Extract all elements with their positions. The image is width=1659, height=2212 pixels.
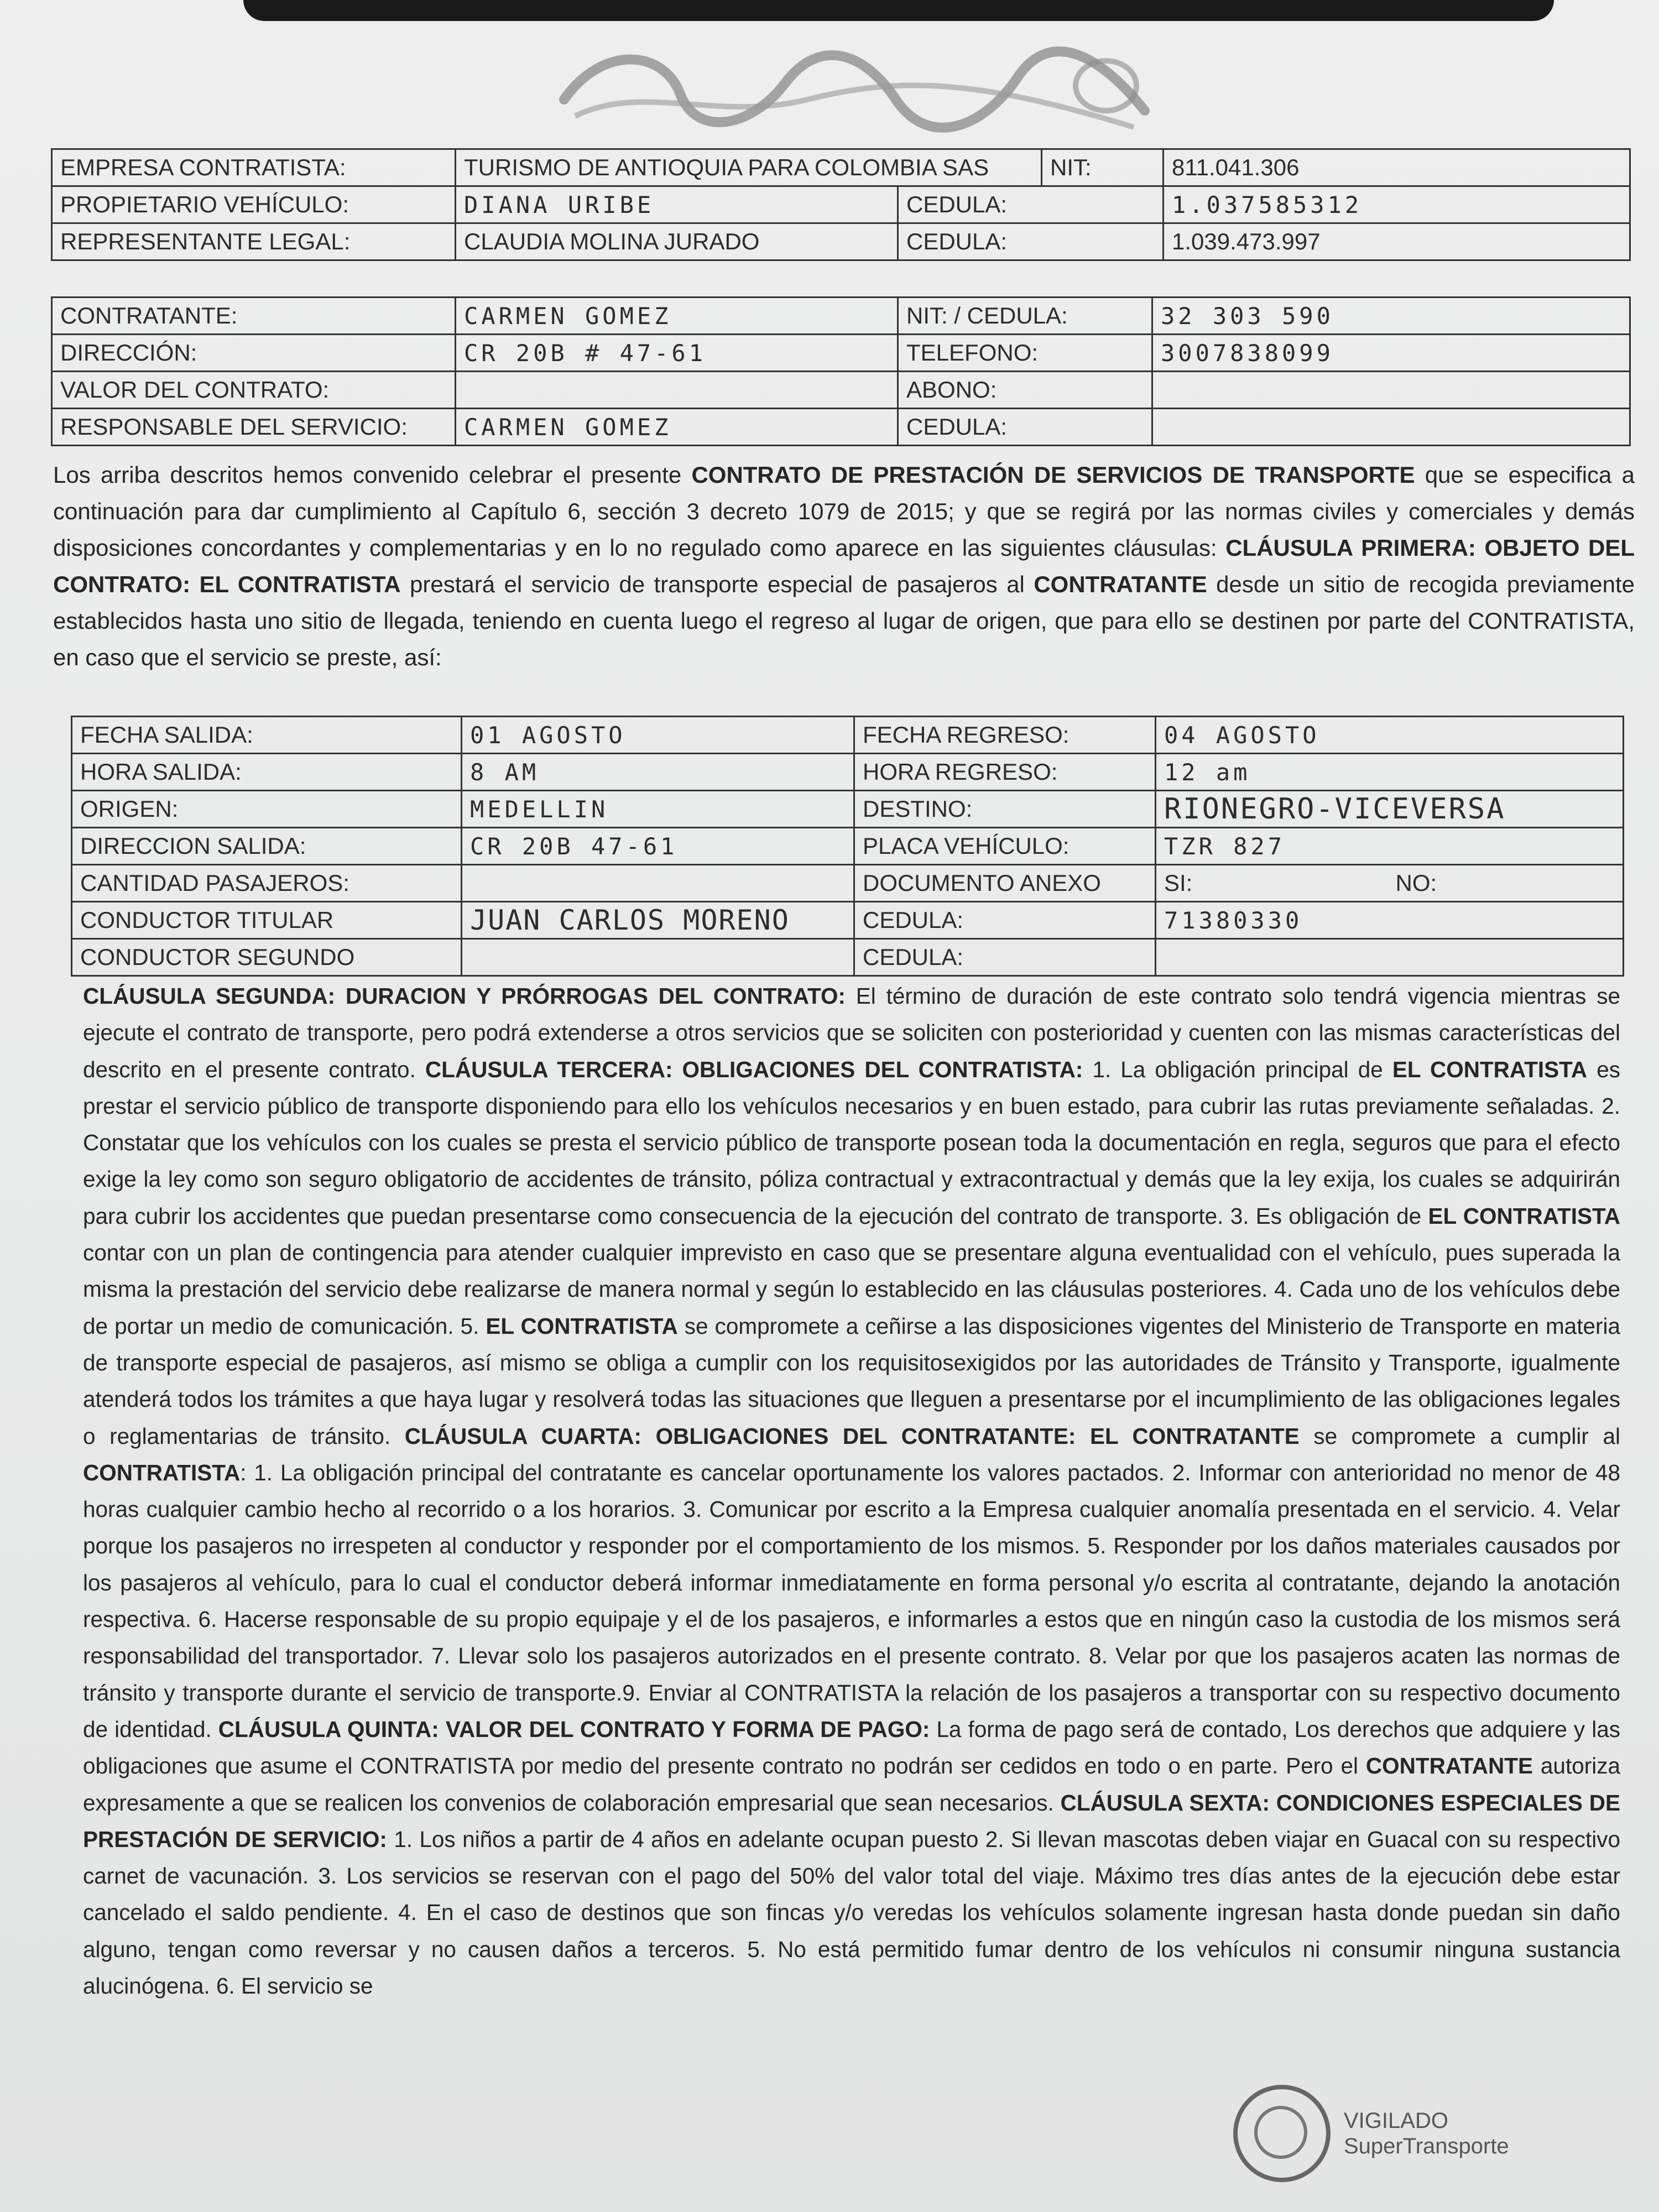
clausula-primera-text: prestará el servicio de transporte especial de pasajeros al <box>400 571 1034 597</box>
contratante-bold: CONTRATANTE <box>1034 571 1207 597</box>
clausula-sexta-heading: CLÁUSULA SEXTA: CONDICIONES ESPECIALES DE PRESTACIÓN DE SERVICIO: <box>83 1790 1620 1852</box>
clausula-tercera-text-3: contar con un plan de contingencia para atender cualquier imprevisto en caso que se presentare alguna eventualidad con el vehículo, pues superada la misma la prestación del servicio debe realizarse de manera normal y según lo establecido en las cláusulas posteriores. 4. Cada uno de los vehículos debe de portar un medio de comunicación. 5. <box>83 1240 1620 1339</box>
propietario-value: DIANA URIBE <box>456 186 898 223</box>
cedula-value-2: 1.039.473.997 <box>1164 223 1630 260</box>
origen-value: MEDELLIN <box>462 791 854 828</box>
clausula-primera-text-2: desde un sitio de recogida previamente establecidos hasta uno sitio de llegada, teniendo en cuenta luego el regreso al lugar de origen, que para ello se destinen por parte del CONTRATISTA, en caso que el servicio se preste, así: <box>53 571 1635 670</box>
documento-anexo-label: DOCUMENTO ANEXO <box>854 865 1156 902</box>
trip-details-table <box>71 716 1624 977</box>
fecha-salida-value: 01 AGOSTO <box>462 717 854 754</box>
placa-label: PLACA VEHÍCULO: <box>854 828 1156 865</box>
cantidad-label: CANTIDAD PASAJEROS: <box>72 865 462 902</box>
vigilado-seal <box>1233 2085 1509 2182</box>
cantidad-value <box>462 865 854 902</box>
representante-label: REPRESENTANTE LEGAL: <box>52 223 456 260</box>
no-label: NO: <box>1388 865 1624 902</box>
intro-text-rest: que se especifica a continuación para dar cumplimiento al Capítulo 6, sección 3 decreto 1079 de 2015; y que se regirá por las normas civiles y comerciales y demás disposiciones concordantes y complementarias y en lo no regulado como aparece en las siguientes cláusulas: <box>53 462 1635 561</box>
vigilado-line-2: SuperTransporte <box>1344 2134 1509 2158</box>
clausula-tercera-text-1: 1. La obligación principal de <box>1083 1056 1392 1082</box>
contratante-table <box>51 296 1631 446</box>
clausula-segunda-text: El término de duración de este contrato solo tendrá vigencia mientras se ejecute el contrato de transporte, pero podrá extenderse a otros servicios que se soliciten con posterioridad y cuenten con las mismas características del descrito en el presente contrato. <box>83 983 1620 1082</box>
vigilado-line-1: VIGILADO <box>1344 2109 1448 2133</box>
clausula-tercera-text-4: se compromete a ceñirse a las disposiciones vigentes del Ministerio de Transporte en materia de transporte especial de pasajeros, así mismo se obliga a cumplir con los requisitosexigidos por las autoridades de Tránsito y Transporte, igualmente atenderá todos los trámites a que haya lugar y resolverá todas las situaciones que lleguen a presentarse por el incumplimiento de las obligaciones legales o reglamentarias de tránsito. <box>83 1313 1620 1449</box>
direccion-value: CR 20B # 47-61 <box>456 335 898 372</box>
clausula-cuarta-text-1: se compromete a cumplir al <box>1299 1423 1621 1449</box>
clausula-primera-heading: CLÁUSULA PRIMERA: OBJETO DEL CONTRATO: EL CONTRATISTA <box>53 535 1635 597</box>
contratista-bold-2: EL CONTRATISTA <box>1428 1203 1620 1229</box>
clausula-quinta-heading: CLÁUSULA QUINTA: VALOR DEL CONTRATO Y FORMA DE PAGO: <box>218 1716 930 1742</box>
responsable-value: CARMEN GOMEZ <box>456 409 898 446</box>
contratista-bold-4: CONTRATISTA <box>83 1459 241 1485</box>
telefono-label: TELEFONO: <box>898 335 1152 372</box>
telefono-value: 3007838099 <box>1152 335 1630 372</box>
fecha-salida-label: FECHA SALIDA: <box>72 717 462 754</box>
origen-label: ORIGEN: <box>72 791 462 828</box>
empresa-label: EMPRESA CONTRATISTA: <box>52 149 456 186</box>
contratista-bold-1: EL CONTRATISTA <box>1392 1056 1588 1082</box>
conductor-cedula-label-1: CEDULA: <box>854 902 1156 939</box>
responsable-cedula-value <box>1152 409 1630 446</box>
clausula-quinta-text-1: La forma de pago será de contado, Los derechos que adquiere y las obligaciones que asume el CONTRATISTA por medio del presente contrato no podrán ser cedidos en todo o en parte. Pero el <box>83 1716 1620 1779</box>
contract-title: CONTRATO DE PRESTACIÓN DE SERVICIOS DE TRANSPORTE <box>691 462 1415 488</box>
nit-value: 811.041.306 <box>1164 149 1630 186</box>
clausula-cuarta-heading: CLÁUSULA CUARTA: OBLIGACIONES DEL CONTRATANTE: EL CONTRATANTE <box>404 1423 1300 1449</box>
clauses-paragraph <box>83 978 1620 2004</box>
conductor-segundo-label: CONDUCTOR SEGUNDO <box>72 939 462 976</box>
vigilado-text <box>1344 2108 1509 2159</box>
clausula-segunda-heading: CLÁUSULA SEGUNDA: DURACION Y PRÓRROGAS DEL CONTRATO: <box>83 983 846 1009</box>
direccion-salida-label: DIRECCION SALIDA: <box>72 828 462 865</box>
conductor-cedula-value-1: 71380330 <box>1156 902 1624 939</box>
cedula-label-1: CEDULA: <box>898 186 1164 223</box>
contratante-label: CONTRATANTE: <box>52 298 456 335</box>
responsable-label: RESPONSABLE DEL SERVICIO: <box>52 409 456 446</box>
nit-label: NIT: <box>1042 149 1164 186</box>
conductor-segundo-value <box>462 939 854 976</box>
top-edge-shadow <box>243 0 1554 21</box>
direccion-salida-value: CR 20B 47-61 <box>462 828 854 865</box>
clausula-cuarta-text-2: : 1. La obligación principal del contratante es cancelar oportunamente los valores pactados. 2. Informar con anterioridad no menor de 48 horas cualquier cambio hecho al recorrido o a los horarios. 3. Comunicar por escrito a la Empresa cualquier anomalía presentada en el servicio. 4. Velar porque los pasajeros no irrespeten al conductor y responder por el comportamiento de los mismos. 5. Responder por los daños materiales causados por los pasajeros al vehículo, para lo cual el conductor deberá informar inmediatamente en forma personal y/o escrita al contratante, dejando la anotación respectiva. 6. Hacerse responsable de su propio equipaje y el de los pasajeros, e informarles a estos que en ningún caso la custodia de los mismos será responsabilidad del transportador. 7. Llevar solo los pasajeros autorizados en el presente contrato. 8. Velar por que los pasajeros acaten las normas de tránsito y transporte durante el servicio de transporte.9. Enviar al CONTRATISTA la relación de los pasajeros a transportar con su respectivo documento de identidad. <box>83 1459 1620 1742</box>
nit-cedula-label: NIT: / CEDULA: <box>898 298 1152 335</box>
empresa-value: TURISMO DE ANTIOQUIA PARA COLOMBIA SAS <box>456 149 1042 186</box>
contratista-bold-3: EL CONTRATISTA <box>486 1313 678 1339</box>
direccion-label: DIRECCIÓN: <box>52 335 456 372</box>
destino-label: DESTINO: <box>854 791 1156 828</box>
conductor-cedula-label-2: CEDULA: <box>854 939 1156 976</box>
abono-value <box>1152 372 1630 409</box>
cedula-value-1: 1.037585312 <box>1164 186 1630 223</box>
supertransporte-seal-icon <box>1233 2085 1331 2182</box>
hora-regreso-label: HORA REGRESO: <box>854 754 1156 791</box>
clausula-tercera-text-2: es prestar el servicio público de transporte disponiendo para ello los vehículos necesarios y en buen estado, para cubrir las rutas previamente señaladas. 2. Constatar que los vehículos con los cuales se presta el servicio público de transporte posean toda la documentación en regla, seguros que para el efecto exige la ley como son seguro obligatorio de accidentes de tránsito, póliza contractual y extracontractual y demás que la ley exija, los cuales se adquirirán para cubrir los accidentes que puedan presentarse como consecuencia de la ejecución del contrato de transporte. 3. Es obligación de <box>83 1056 1620 1229</box>
hora-salida-label: HORA SALIDA: <box>72 754 462 791</box>
valor-value <box>456 372 898 409</box>
conductor-titular-label: CONDUCTOR TITULAR <box>72 902 462 939</box>
conductor-cedula-value-2 <box>1156 939 1624 976</box>
company-logo-stamp <box>553 33 1156 144</box>
contratante-value: CARMEN GOMEZ <box>456 298 898 335</box>
hora-salida-value: 8 AM <box>462 754 854 791</box>
placa-value: TZR 827 <box>1156 828 1624 865</box>
valor-label: VALOR DEL CONTRATO: <box>52 372 456 409</box>
cedula-label-2: CEDULA: <box>898 223 1164 260</box>
si-label: SI: <box>1156 865 1388 902</box>
fecha-regreso-value: 04 AGOSTO <box>1156 717 1624 754</box>
conductor-titular-value: JUAN CARLOS MORENO <box>462 902 854 939</box>
destino-value: RIONEGRO-VICEVERSA <box>1156 791 1624 828</box>
intro-paragraph <box>53 457 1635 676</box>
nit-cedula-value: 32 303 590 <box>1152 298 1630 335</box>
representante-value: CLAUDIA MOLINA JURADO <box>456 223 898 260</box>
responsable-cedula-label: CEDULA: <box>898 409 1152 446</box>
clausula-tercera-heading: CLÁUSULA TERCERA: OBLIGACIONES DEL CONTRATISTA: <box>425 1056 1083 1082</box>
fecha-regreso-label: FECHA REGRESO: <box>854 717 1156 754</box>
contratante-bold-2: CONTRATANTE <box>1365 1753 1533 1779</box>
hora-regreso-value: 12 am <box>1156 754 1624 791</box>
intro-text: Los arriba descritos hemos convenido celebrar el presente <box>53 462 692 488</box>
propietario-label: PROPIETARIO VEHÍCULO: <box>52 186 456 223</box>
abono-label: ABONO: <box>898 372 1152 409</box>
clausula-quinta-text-2: autoriza expresamente a que se realicen los convenios de colaboración empresarial que sean necesarios. <box>83 1753 1620 1815</box>
clausula-sexta-text: 1. Los niños a partir de 4 años en adelante ocupan puesto 2. Si llevan mascotas deben viajar en Guacal con su respectivo carnet de vacunación. 3. Los servicios se reservan con el pago del 50% del valor total del viaje. Máximo tres días antes de la ejecución debe estar cancelado el saldo pendiente. 4. En el caso de destinos que son fincas y/o veredas los vehículos solamente ingresan hasta donde puedan sin daño alguno, tengan como reversar y no causen daños a terceros. 5. No está permitido fumar dentro de los vehículos ni consumir ninguna sustancia alucinógena. 6. El servicio se <box>83 1826 1620 1999</box>
company-info-table <box>51 148 1631 261</box>
